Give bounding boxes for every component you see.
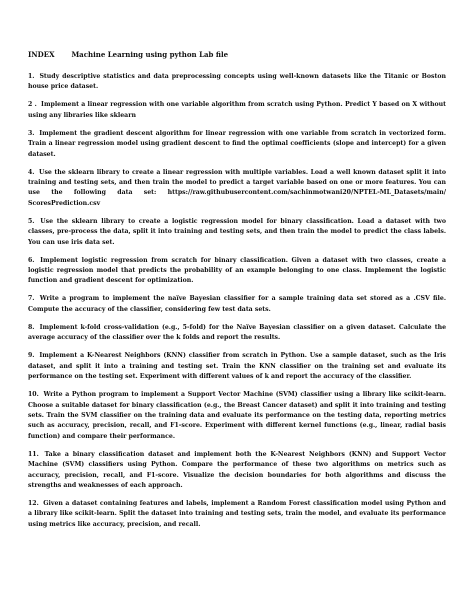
list-item — [28, 129, 446, 160]
item-number: 12. — [28, 499, 39, 507]
item-text: Study descriptive statistics and data preprocessing concepts using well-known datasets like the Titanic or Boston house price dataset. — [28, 73, 446, 91]
item-number: 3. — [28, 129, 35, 137]
item-text: Implement k-fold cross-validation (e.g., 5-fold) for the Naïve Bayesian classifier on a given dataset. Calculate the average accuracy of the classifier over the k folds and report the results. — [28, 323, 447, 342]
item-number: 6. — [28, 256, 35, 264]
list-item — [28, 499, 446, 530]
list-item — [28, 168, 446, 210]
item-text: Implement a K-Nearest Neighbors (KNN) classifier from scratch in Python. Use a sample dataset, such as the Iris dataset, and split it into a training and testing set. Train the KNN classifier on the training set and evaluate its performance on the testing set. Experiment with different values of k and report the accuracy of the classifier. — [28, 352, 446, 381]
item-number: 5. — [28, 217, 35, 225]
list-item — [28, 450, 446, 492]
item-text: Use the sklearn library to create a logistic regression model for binary classification. Load a dataset with two classes, pre-process the data, split it into training and testing sets, and then train the model to predict the class labels. You can use iris data set. — [28, 217, 447, 246]
list-item — [28, 294, 446, 315]
item-number: 1. — [28, 73, 35, 80]
item-number: 7. — [28, 295, 35, 303]
item-number: 2 . — [28, 101, 37, 109]
index-label: INDEX — [28, 50, 55, 59]
document-page — [28, 50, 446, 538]
item-number: 10. — [28, 391, 39, 399]
item-text: Write a Python program to implement a Support Vector Machine (SVM) classifier using a library like scikit-learn. Choose a suitable dataset for binary classification (e.g., the Breast Cancer dataset) and split it into training and testing sets. Train the SVM classifier on the training data and evaluate its performance on the testing data, reporting metrics such as accuracy, precision, recall, and F1-score. Experiment with different kernel functions (e.g., linear, radial basis function) and compare their performance. — [28, 391, 447, 440]
list-item — [28, 256, 446, 287]
item-text: Implement the gradient descent algorithm for linear regression with one variable from scratch in vectorized form. Train a linear regression model using gradient descent to find the optimal coefficients (slope and intercept) for a given dataset. — [28, 129, 447, 158]
item-text: Given a dataset containing features and labels, implement a Random Forest classification model using Python and a library like scikit-learn. Split the dataset into training and testing sets, train the model, and evaluate its performance using metrics like accuracy, precision, and recall. — [28, 499, 447, 528]
item-text: Take a binary classification dataset and implement both the K-Nearest Neighbors (KNN) and Support Vector Machine (SVM) classifiers using Python. Compare the performance of these two algorithms on metrics such as accuracy, precision, recall, and F1-score. Visualize the decision boundaries for both algorithms and discuss the strengths and weaknesses of each approach. — [28, 450, 446, 489]
item-number: 11. — [28, 450, 39, 458]
list-item — [28, 323, 446, 344]
list-item — [28, 217, 446, 248]
list-item — [28, 390, 446, 442]
item-text: Implement logistic regression from scratch for binary classification. Given a dataset with two classes, create a logistic regression model that predicts the probability of an example belonging to one class. Implement the logistic function and gradient descent for optimization. — [28, 256, 447, 285]
item-number: 4. — [28, 168, 35, 176]
item-number: 8. — [28, 323, 35, 331]
list-item — [28, 351, 446, 382]
list-item — [28, 100, 446, 121]
item-number: 9. — [28, 352, 35, 360]
document-title: Machine Learning using python Lab file — [71, 50, 229, 59]
list-item — [28, 72, 446, 93]
item-text: Write a program to implement the naïve Bayesian classifier for a sample training data set stored as a .CSV file. Compute the accuracy of the classifier, considering few test data sets. — [28, 295, 446, 313]
item-text: Implement a linear regression with one variable algorithm from scratch using Python. Predict Y based on X without using any libraries like sklearn — [28, 101, 447, 119]
item-text: Use the sklearn library to create a linear regression with multiple variables. Load a well known dataset split it into training and testing sets, and then train the model to predict a target variable based on one or more features. You can use the following data set: https://raw.githubusercontent.com/sachinmotwani20/NPTEL-ML_Datasets/main/ ScoresPrediction.csv — [28, 168, 446, 207]
document-header — [28, 50, 446, 60]
